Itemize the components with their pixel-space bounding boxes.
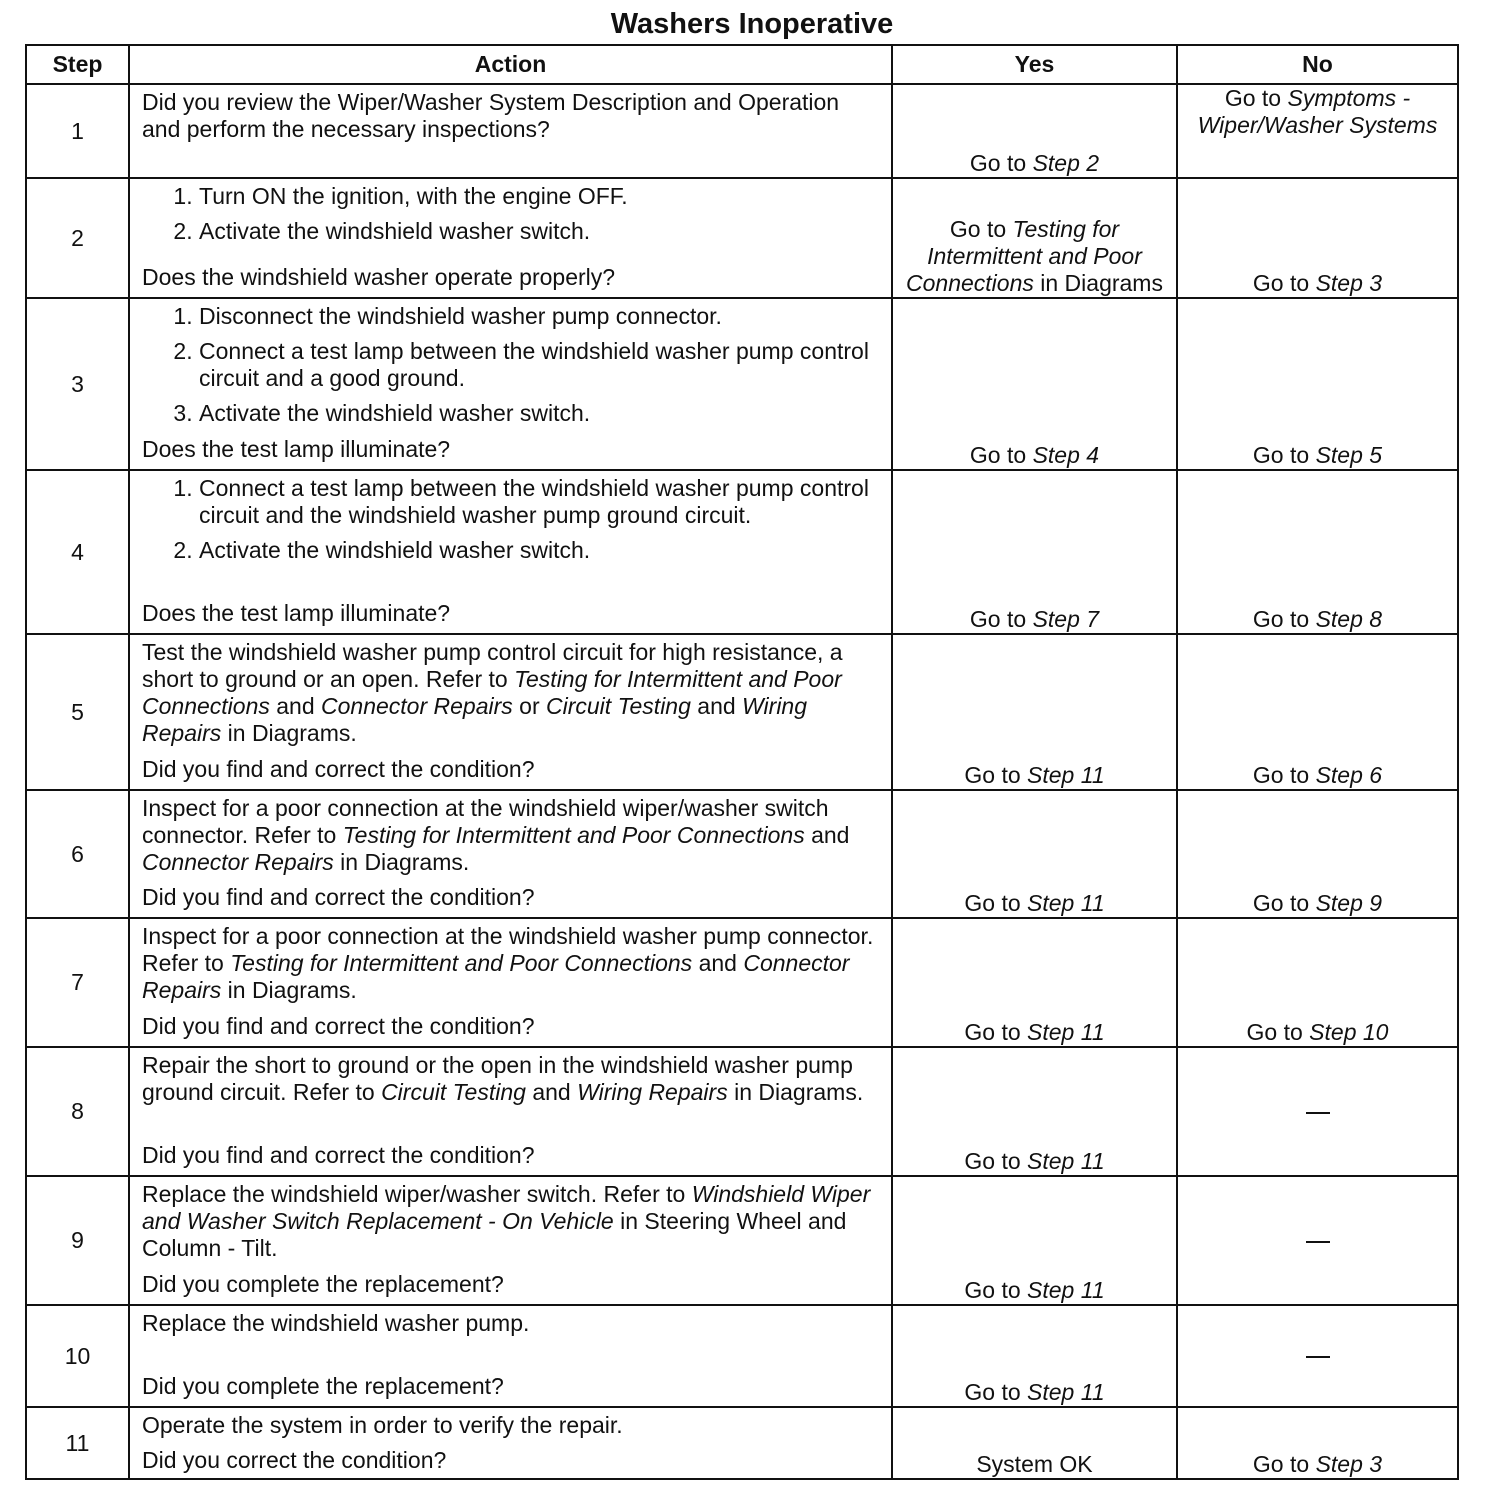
instruction-text: and — [690, 693, 743, 719]
step-cell — [26, 1047, 129, 1176]
no-cell — [1177, 1407, 1458, 1479]
yes-suffix: in Diagrams — [1033, 270, 1163, 296]
action-cell — [129, 790, 892, 918]
action-body — [142, 1181, 879, 1270]
action-cell — [129, 634, 892, 790]
action-step-item: 2. Connect a test lamp between the windshield washer pump control circuit and a good ground. — [199, 338, 879, 392]
no-prefix: Go to — [1224, 85, 1288, 111]
yes-prefix: Go to — [969, 150, 1033, 176]
yes-prefix: Go to — [969, 606, 1033, 632]
action-cell — [129, 84, 892, 178]
action-question: Did you correct the condition? — [142, 1447, 447, 1473]
action-instruction — [142, 639, 879, 747]
step-number: 4 — [71, 538, 84, 565]
no-prefix: Go to — [1252, 1451, 1316, 1477]
reference-link-text: Testing for Intermittent and Poor Connections — [342, 822, 805, 848]
no-prefix: Go to — [1252, 890, 1316, 916]
reference-link-text: Testing for Intermittent and Poor Connections — [142, 666, 842, 719]
yes-cell — [892, 298, 1177, 470]
action-instruction: Operate the system in order to verify the repair. — [142, 1412, 623, 1438]
dash-mark — [1306, 1241, 1330, 1243]
yes-cell — [892, 1176, 1177, 1305]
step-cell — [26, 298, 129, 470]
action-cell — [129, 298, 892, 470]
action-question: Does the windshield washer operate properly? — [142, 264, 616, 290]
dash-mark — [1306, 1112, 1330, 1114]
yes-step-ref: Step 11 — [1027, 1019, 1105, 1045]
no-cell — [1177, 298, 1458, 470]
reference-link-text: Testing for Intermittent and Poor Connections — [230, 950, 693, 976]
instruction-text: in Diagrams. — [221, 977, 357, 1003]
instruction-text: Test the windshield washer pump control circuit for high resistance, a short to ground or an open. Refer to — [142, 639, 843, 692]
action-step-item: 2. Activate the windshield washer switch. — [199, 537, 879, 564]
action-instruction — [142, 923, 879, 1004]
yes-cell — [892, 470, 1177, 634]
action-content — [130, 1177, 891, 1304]
table-row — [26, 1305, 1458, 1407]
step-cell — [26, 470, 129, 634]
action-cell — [129, 918, 892, 1047]
yes-text: System OK — [976, 1451, 1093, 1477]
step-number: 1 — [71, 117, 84, 144]
step-number: 11 — [65, 1429, 90, 1456]
action-body — [142, 639, 879, 755]
step-cell — [26, 1305, 129, 1407]
action-body — [142, 475, 879, 572]
no-step-ref: Step 5 — [1315, 442, 1383, 468]
action-instruction: Did you review the Wiper/Washer System Description and Operation and perform the necessary inspections? — [142, 89, 840, 142]
action-cell — [129, 1305, 892, 1407]
action-content — [130, 85, 891, 177]
no-cell — [1177, 918, 1458, 1047]
yes-cell — [892, 84, 1177, 178]
step-number: 6 — [71, 840, 84, 867]
action-question: Did you find and correct the condition? — [142, 884, 535, 910]
yes-step-ref: Step 11 — [1027, 1277, 1105, 1303]
instruction-text: in Diagrams. — [333, 849, 470, 875]
yes-prefix: Go to — [964, 1019, 1028, 1045]
instruction-text: and — [269, 693, 322, 719]
no-step-ref: Step 3 — [1315, 270, 1383, 296]
step-cell — [26, 1176, 129, 1305]
action-question: Did you complete the replacement? — [142, 1373, 504, 1399]
header-step: Step — [26, 45, 129, 84]
step-number: 3 — [71, 370, 84, 397]
yes-cell — [892, 178, 1177, 298]
action-body — [142, 1052, 879, 1114]
table-row — [26, 918, 1458, 1047]
no-prefix: Go to — [1252, 442, 1316, 468]
step-cell — [26, 790, 129, 918]
reference-link-text: Wiring Repairs — [142, 693, 808, 746]
instruction-text: and — [692, 950, 744, 976]
table-row — [26, 1047, 1458, 1176]
instruction-text: in Steering Wheel and Column - Tilt. — [142, 1208, 847, 1261]
action-step-item: 3. Activate the windshield washer switch. — [199, 400, 879, 427]
action-step-item: 1. Disconnect the windshield washer pump connector. — [199, 303, 879, 330]
step-number: 5 — [71, 698, 84, 725]
no-prefix: Go to — [1246, 1019, 1310, 1045]
action-content — [130, 1048, 891, 1175]
action-step-item: 1. Connect a test lamp between the windshield washer pump control circuit and the windshield washer pump ground circuit. — [199, 475, 879, 529]
reference-link-text: Windshield Wiper and Washer Switch Replacement - On Vehicle — [142, 1181, 871, 1234]
action-body — [142, 795, 879, 884]
yes-cell — [892, 790, 1177, 918]
table-row — [26, 1176, 1458, 1305]
yes-cell — [892, 918, 1177, 1047]
instruction-text: and — [525, 1079, 578, 1105]
yes-step-ref: Step 11 — [1027, 762, 1105, 788]
action-cell — [129, 178, 892, 298]
no-step-ref: Step 3 — [1315, 1451, 1383, 1477]
yes-step-ref: Testing for Intermittent and Poor Connections — [906, 216, 1142, 296]
instruction-text: Inspect for a poor connection at the windshield washer pump connector. Refer to — [142, 923, 874, 976]
action-steps-list — [142, 303, 879, 427]
header-no: No — [1177, 45, 1458, 84]
no-cell — [1177, 634, 1458, 790]
table-row — [26, 84, 1458, 178]
step-number: 7 — [71, 969, 84, 995]
instruction-text: Replace the windshield wiper/washer switch. Refer to — [142, 1181, 692, 1207]
header-action: Action — [129, 45, 892, 84]
yes-cell — [892, 1047, 1177, 1176]
reference-link-text: Connector Repairs — [142, 950, 850, 1003]
action-cell — [129, 1047, 892, 1176]
action-step-item: 2. Activate the windshield washer switch. — [199, 218, 879, 245]
action-content — [130, 1408, 891, 1478]
yes-prefix: Go to — [964, 1277, 1028, 1303]
step-number: 10 — [64, 1342, 91, 1369]
step-cell — [26, 178, 129, 298]
yes-cell — [892, 1407, 1177, 1479]
step-number: 9 — [71, 1227, 84, 1253]
action-body — [142, 923, 879, 1012]
table-row — [26, 790, 1458, 918]
page-title: Washers Inoperative — [610, 8, 894, 40]
table-row — [26, 470, 1458, 634]
action-content — [130, 299, 891, 469]
no-cell — [1177, 1176, 1458, 1305]
no-prefix: Go to — [1252, 762, 1316, 788]
action-content — [130, 635, 891, 789]
step-number: 2 — [71, 224, 84, 251]
no-cell — [1177, 790, 1458, 918]
instruction-text: or — [512, 693, 547, 719]
step-cell — [26, 918, 129, 1047]
no-step-ref: Symptoms - Wiper/Washer Systems — [1197, 85, 1438, 138]
no-cell — [1177, 84, 1458, 178]
action-steps-list — [142, 475, 879, 564]
diagnostic-table — [25, 44, 1459, 1480]
yes-step-ref: Step 4 — [1032, 442, 1100, 468]
instruction-text: Repair the short to ground or the open in the windshield washer pump ground circuit. Refer to — [142, 1052, 853, 1105]
no-prefix: Go to — [1252, 606, 1316, 632]
table-row — [26, 178, 1458, 298]
yes-cell — [892, 1305, 1177, 1407]
action-question: Does the test lamp illuminate? — [142, 600, 451, 626]
instruction-text: in Diagrams. — [221, 720, 357, 746]
yes-prefix: Go to — [964, 890, 1028, 916]
table-row — [26, 1407, 1458, 1479]
action-content — [130, 791, 891, 917]
step-cell — [26, 1407, 129, 1479]
header-row — [26, 45, 1458, 84]
no-cell — [1177, 178, 1458, 298]
action-question: Did you find and correct the condition? — [142, 756, 535, 782]
no-cell — [1177, 1305, 1458, 1407]
reference-link-text: Circuit Testing — [546, 693, 691, 719]
dash-mark — [1306, 1356, 1330, 1358]
action-steps-list — [142, 183, 879, 245]
step-cell — [26, 84, 129, 178]
action-question: Did you find and correct the condition? — [142, 1142, 535, 1168]
header-yes: Yes — [892, 45, 1177, 84]
instruction-text: in Diagrams. — [727, 1079, 864, 1105]
instruction-text: Inspect for a poor connection at the windshield wiper/washer switch connector. Refer to — [142, 795, 829, 848]
action-body — [142, 303, 879, 435]
yes-step-ref: Step 11 — [1027, 890, 1105, 916]
action-content — [130, 919, 891, 1046]
yes-step-ref: Step 2 — [1032, 150, 1100, 176]
no-cell — [1177, 470, 1458, 634]
action-instruction — [142, 1181, 879, 1262]
action-body — [142, 1412, 879, 1447]
no-step-ref: Step 10 — [1309, 1019, 1389, 1045]
action-question: Does the test lamp illuminate? — [142, 436, 451, 462]
action-body — [142, 183, 879, 253]
yes-prefix: Go to — [949, 216, 1013, 242]
action-body — [142, 89, 879, 151]
no-cell — [1177, 1047, 1458, 1176]
table-row — [26, 298, 1458, 470]
yes-prefix: Go to — [969, 442, 1033, 468]
no-step-ref: Step 8 — [1315, 606, 1383, 632]
yes-prefix: Go to — [964, 762, 1028, 788]
no-prefix: Go to — [1252, 270, 1316, 296]
yes-cell — [892, 634, 1177, 790]
table-body — [26, 84, 1458, 1479]
action-question: Did you complete the replacement? — [142, 1271, 504, 1297]
action-instruction — [142, 795, 879, 876]
action-content — [130, 1306, 891, 1406]
yes-step-ref: Step 7 — [1032, 606, 1100, 632]
action-question: Did you find and correct the condition? — [142, 1013, 535, 1039]
action-cell — [129, 1176, 892, 1305]
yes-prefix: Go to — [964, 1379, 1028, 1405]
reference-link-text: Connector Repairs — [142, 849, 334, 875]
yes-prefix: Go to — [964, 1148, 1028, 1174]
action-instruction — [142, 1052, 879, 1106]
action-body — [142, 1310, 879, 1345]
action-cell — [129, 1407, 892, 1479]
action-content — [130, 471, 891, 633]
reference-link-text: Wiring Repairs — [577, 1079, 728, 1105]
table-row — [26, 634, 1458, 790]
action-step-item: 1. Turn ON the ignition, with the engine OFF. — [199, 183, 879, 210]
yes-step-ref: Step 11 — [1027, 1379, 1105, 1405]
step-cell — [26, 634, 129, 790]
action-instruction: Replace the windshield washer pump. — [142, 1310, 530, 1336]
no-step-ref: Step 9 — [1315, 890, 1383, 916]
no-step-ref: Step 6 — [1315, 762, 1383, 788]
action-cell — [129, 470, 892, 634]
step-number: 8 — [71, 1098, 84, 1124]
yes-step-ref: Step 11 — [1027, 1148, 1105, 1174]
reference-link-text: Connector Repairs — [321, 693, 513, 719]
instruction-text: and — [804, 822, 850, 848]
action-content — [130, 179, 891, 297]
reference-link-text: Circuit Testing — [381, 1079, 526, 1105]
